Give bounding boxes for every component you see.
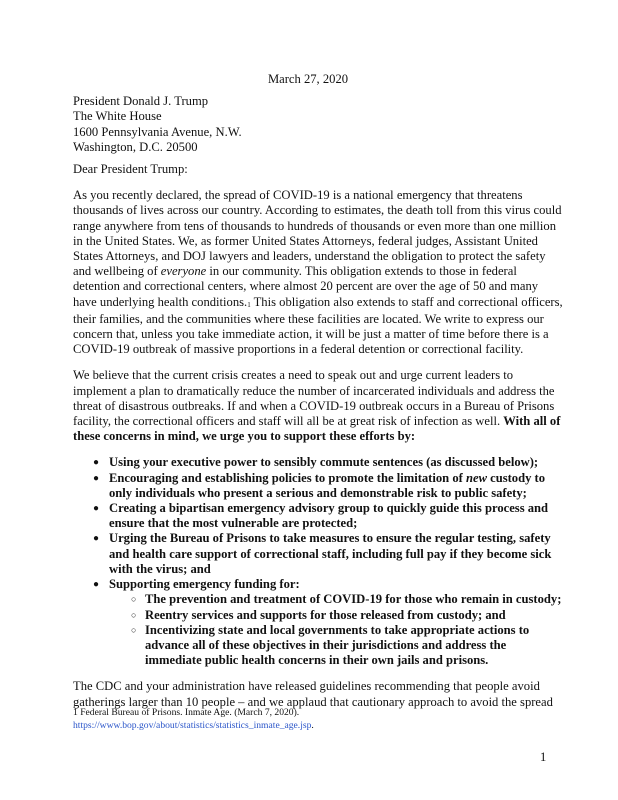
list-item-text: Using your executive power to sensibly commute sentences (as discussed below); xyxy=(109,455,539,470)
emphasis-text: new xyxy=(465,470,487,485)
list-item-text: custody to only individuals who present a serious and demonstrable risk to public safety; xyxy=(109,470,546,500)
address-line: The White House xyxy=(73,109,162,124)
footnote xyxy=(73,707,314,732)
bullet-icon: ● xyxy=(93,457,100,469)
emphasis-text: everyone xyxy=(160,264,207,279)
recipient-address xyxy=(73,94,563,155)
letter-body xyxy=(73,72,563,710)
sub-list-item-text: Incentivizing state and local governments to take appropriate actions to advance all of these objectives in their jurisdictions and address the immediate public health concerns in their own jails and prisons. xyxy=(145,622,530,668)
list-item xyxy=(73,531,563,577)
footnote-link[interactable]: https://www.bop.gov/about/statistics/statistics_inmate_age.jsp xyxy=(73,719,312,731)
hollow-bullet-icon: ○ xyxy=(131,594,137,605)
bold-text: With all of these concerns in mind, we urge you to support these efforts by: xyxy=(73,414,561,444)
hollow-bullet-icon: ○ xyxy=(131,609,137,620)
efforts-list xyxy=(73,455,563,668)
text: As you recently declared, the spread of COVID-19 is a national emergency that threatens thousands of lives across our country. According to estimates, the death toll from this virus could range anywhere from tens of thousands to hundreds of thousands or even more than one million in the United States. We, as former United States Attorneys, federal judges, Assistant United States Attorneys, and DOJ lawyers and leaders, understand the obligation to protect the safety and wellbeing of xyxy=(73,188,562,279)
text: We believe that the current crisis creates a need to speak out and urge current leaders to implement a plan to dramatically reduce the number of incarcerated individuals and address the threat of disastrous outbreaks. If and when a COVID-19 outbreak occurs in a Bureau of Prisons facility, the correctional officers and staff will all be at great risk of infection as well. xyxy=(73,368,555,429)
list-item xyxy=(73,501,563,531)
text: in our community. This obligation extends to those in federal detention and correctional centers, where almost 20 percent are over the age of 50 and many have underlying health conditions. xyxy=(73,264,539,309)
list-item xyxy=(73,455,563,470)
footnote-number: 1 xyxy=(73,707,78,718)
address-line: 1600 Pennsylvania Avenue, N.W. xyxy=(73,124,242,139)
punctuation: . xyxy=(311,719,314,731)
sub-list-item-text: Reentry services and supports for those released from custody; and xyxy=(145,607,506,622)
sub-list-item xyxy=(109,623,563,669)
sub-list-item xyxy=(109,608,563,623)
address-line: President Donald J. Trump xyxy=(73,94,209,109)
sub-list-item xyxy=(109,592,563,607)
list-item xyxy=(73,577,563,668)
sub-list-item-text: The prevention and treatment of COVID-19 for those who remain in custody; xyxy=(145,592,562,607)
letter-date: March 27, 2020 xyxy=(267,72,349,86)
footnote-text: Federal Bureau of Prisons. Inmate Age. (March 7, 2020). xyxy=(77,707,300,718)
hollow-bullet-icon: ○ xyxy=(131,624,137,635)
salutation: Dear President Trump: xyxy=(73,162,188,177)
bullet-icon: ● xyxy=(93,533,100,545)
bullet-icon: ● xyxy=(93,579,100,591)
list-item-text: Urging the Bureau of Prisons to take measures to ensure the regular testing, safety and health care support of correctional staff, including full pay if they become sick with the virus; and xyxy=(109,531,552,576)
paragraph-1 xyxy=(73,188,563,357)
paragraph-2 xyxy=(73,368,563,444)
bullet-icon: ● xyxy=(93,472,100,484)
list-item-text: Encouraging and establishing policies to promote the limitation of xyxy=(109,470,466,485)
list-item-text: Creating a bipartisan emergency advisory group to quickly guide this process and ensure that the most vulnerable are protected; xyxy=(109,501,549,531)
bullet-icon: ● xyxy=(93,503,100,515)
footnote-reference[interactable]: 1 xyxy=(247,300,251,309)
list-item xyxy=(73,471,563,501)
paragraph-3: The CDC and your administration have released guidelines recommending that people avoid gatherings larger than 10 people – and we applaud that cautionary approach to avoid the spread xyxy=(73,679,553,709)
address-line: Washington, D.C. 20500 xyxy=(73,139,198,154)
page-number: 1 xyxy=(540,750,547,764)
funding-sublist xyxy=(109,592,563,668)
text: This obligation also extends to staff and correctional officers, their families, and the communities where these facilities are located. We write to express our concern that, unless you take immediate action, it will be just a matter of time before there is a COVID-19 outbreak of massive proportions in a federal detention or correctional facility. xyxy=(73,294,563,357)
list-item-text: Supporting emergency funding for: xyxy=(109,577,300,592)
